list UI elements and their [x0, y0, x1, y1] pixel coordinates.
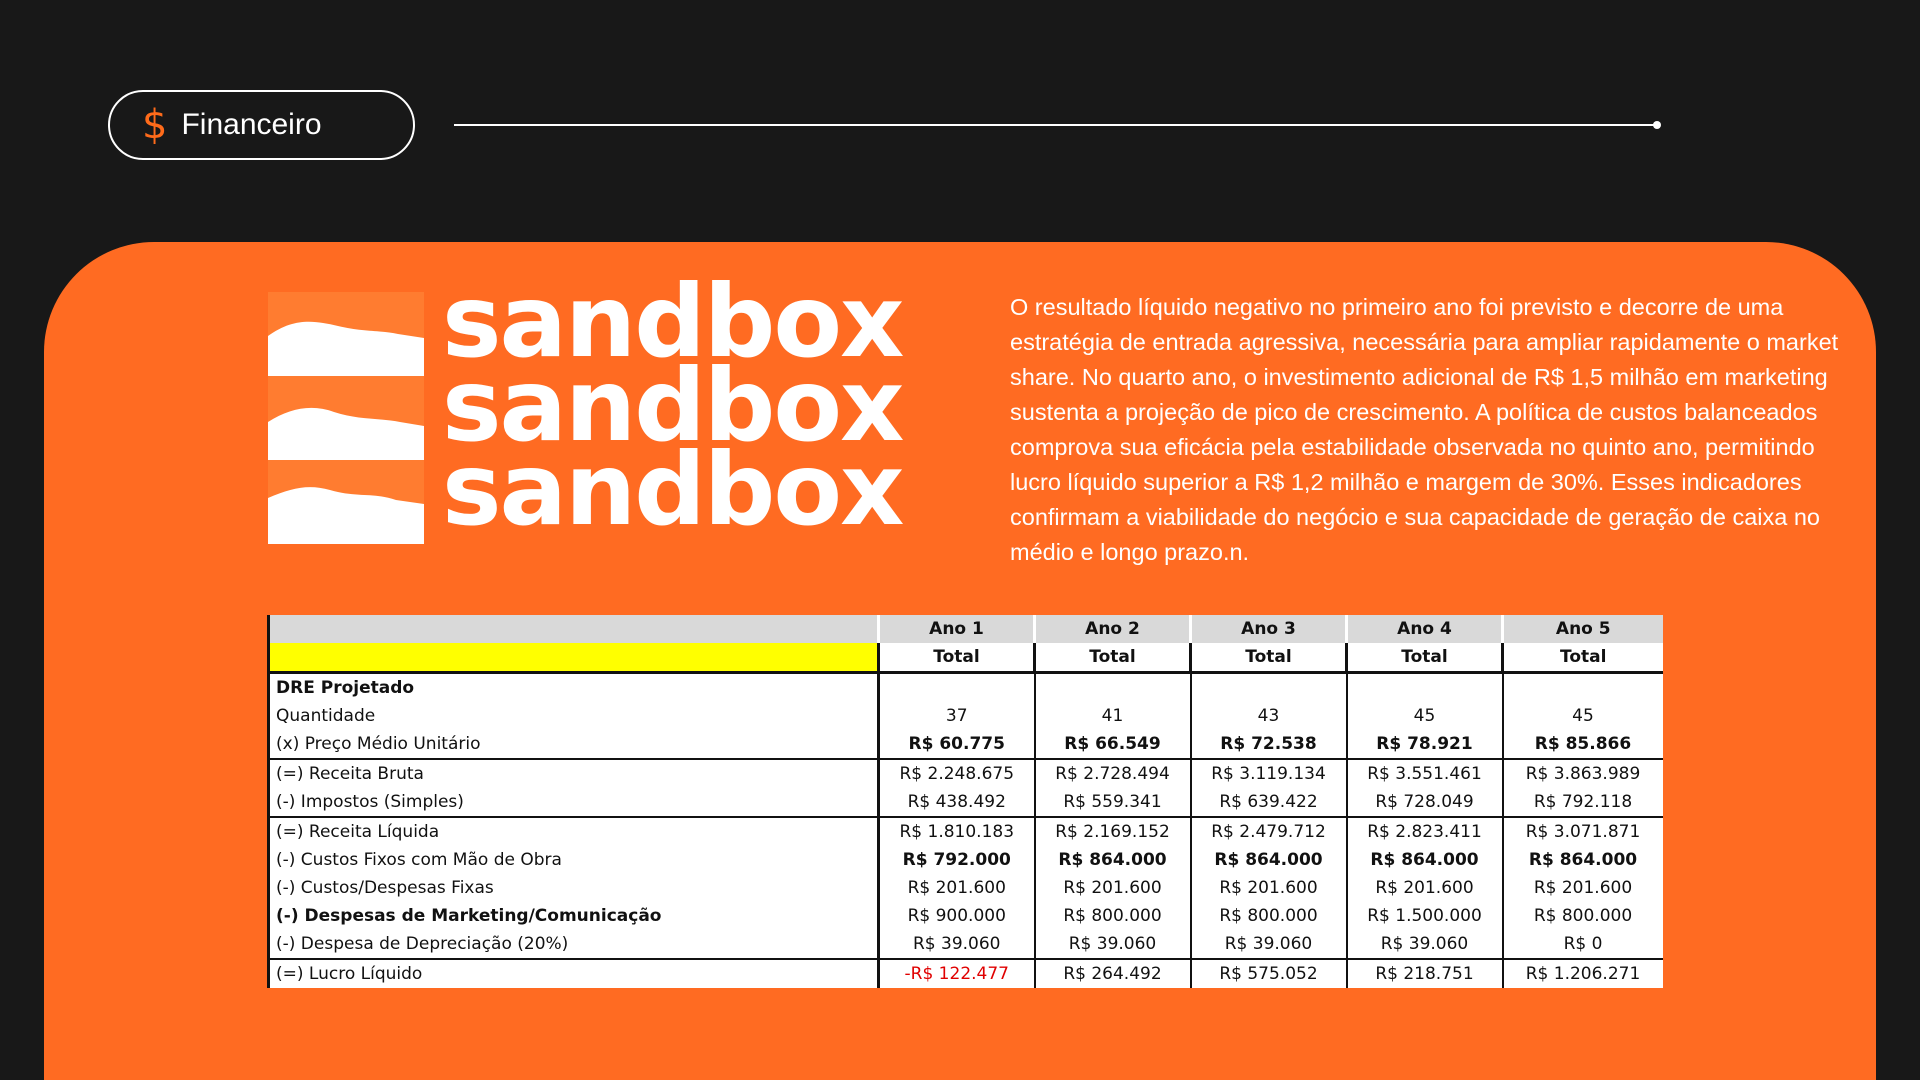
- section-pill: [108, 90, 415, 160]
- total-header: Total: [1035, 643, 1191, 673]
- year-header: Ano 1: [879, 615, 1035, 643]
- table-row: [269, 788, 1663, 817]
- table-row: [269, 759, 1663, 788]
- cell: R$ 438.492: [879, 788, 1035, 817]
- cell: R$ 201.600: [879, 874, 1035, 902]
- year-header: Ano 5: [1503, 615, 1663, 643]
- cell: 41: [1035, 702, 1191, 730]
- cell: R$ 2.479.712: [1191, 817, 1347, 846]
- table-year-header: [269, 615, 1663, 643]
- financial-description: O resultado líquido negativo no primeiro ano foi previsto e decorre de uma estratégia de entrada agressiva, necessária para ampliar rapidamente o market share. No quarto ano, o investimento adicional de R$ 1,5 milhão em marketing sustenta a projeção de pico de crescimento. A política de custos balanceados comprova sua eficácia pela estabilidade observada no quinto ano, permitindo lucro líquido superior a R$ 1,2 milhão e margem de 30%. Esses indicadores confirmam a viabilidade do negócio e sua capacidade de geração de caixa no médio e longo prazo.n.: [1010, 294, 1839, 565]
- total-header: Total: [1191, 643, 1347, 673]
- logo-row-3: [268, 431, 918, 548]
- dune-wave-icon: [268, 460, 424, 544]
- cell: R$ 1.500.000: [1347, 902, 1503, 930]
- table-row: [269, 673, 1663, 703]
- table-row: [269, 874, 1663, 902]
- cell: R$ 559.341: [1035, 788, 1191, 817]
- cell: R$ 201.600: [1347, 874, 1503, 902]
- table-row: [269, 730, 1663, 759]
- table-row: [269, 959, 1663, 988]
- cell: R$ 3.551.461: [1347, 759, 1503, 788]
- section-label: Financeiro: [181, 108, 322, 141]
- cell: R$ 39.060: [1035, 930, 1191, 959]
- cell: R$ 0: [1503, 930, 1663, 959]
- logo-word: sandbox: [442, 431, 903, 548]
- cell: R$ 85.866: [1503, 730, 1663, 759]
- table-row: [269, 930, 1663, 959]
- cell: R$ 218.751: [1347, 959, 1503, 988]
- cell: R$ 864.000: [1191, 846, 1347, 874]
- cell: R$ 728.049: [1347, 788, 1503, 817]
- cell: R$ 2.728.494: [1035, 759, 1191, 788]
- cell: R$ 792.118: [1503, 788, 1663, 817]
- table-row: [269, 702, 1663, 730]
- dre-table: [267, 615, 1663, 988]
- cell: 45: [1347, 702, 1503, 730]
- cell: R$ 864.000: [1503, 846, 1663, 874]
- cell: R$ 3.071.871: [1503, 817, 1663, 846]
- cell: 45: [1503, 702, 1663, 730]
- cell: R$ 864.000: [1035, 846, 1191, 874]
- row-label: (x) Preço Médio Unitário: [269, 730, 879, 759]
- cell: R$ 39.060: [1191, 930, 1347, 959]
- cell: R$ 2.823.411: [1347, 817, 1503, 846]
- cell: R$ 2.248.675: [879, 759, 1035, 788]
- dune-wave-icon: [268, 376, 424, 460]
- dune-wave-icon: [268, 292, 424, 376]
- cell: R$ 800.000: [1503, 902, 1663, 930]
- cell-negative: -R$ 122.477: [879, 959, 1035, 988]
- table-row: [269, 846, 1663, 874]
- row-label: (=) Receita Bruta: [269, 759, 879, 788]
- year-header: Ano 2: [1035, 615, 1191, 643]
- row-label: (-) Custos Fixos com Mão de Obra: [269, 846, 879, 874]
- table-row: [269, 902, 1663, 930]
- year-header: Ano 4: [1347, 615, 1503, 643]
- header-blank: [269, 615, 879, 643]
- cell: R$ 575.052: [1191, 959, 1347, 988]
- row-label: (-) Custos/Despesas Fixas: [269, 874, 879, 902]
- row-label: (=) Lucro Líquido: [269, 959, 879, 988]
- cell: R$ 201.600: [1035, 874, 1191, 902]
- cell: R$ 201.600: [1503, 874, 1663, 902]
- cell: R$ 78.921: [1347, 730, 1503, 759]
- dollar-icon: $: [142, 102, 168, 148]
- cell: R$ 900.000: [879, 902, 1035, 930]
- sandbox-logo: [268, 263, 918, 548]
- logo-word: sandbox: [442, 263, 903, 380]
- total-header: Total: [1347, 643, 1503, 673]
- total-header: Total: [1503, 643, 1663, 673]
- highlight-cell: [269, 643, 879, 673]
- cell: R$ 1.206.271: [1503, 959, 1663, 988]
- row-label: (-) Despesas de Marketing/Comunicação: [269, 902, 879, 930]
- logo-word: sandbox: [442, 347, 903, 464]
- cell: 43: [1191, 702, 1347, 730]
- cell: R$ 60.775: [879, 730, 1035, 759]
- cell: R$ 2.169.152: [1035, 817, 1191, 846]
- cell: R$ 3.119.134: [1191, 759, 1347, 788]
- cell: R$ 66.549: [1035, 730, 1191, 759]
- cell: R$ 1.810.183: [879, 817, 1035, 846]
- cell: R$ 3.863.989: [1503, 759, 1663, 788]
- year-header: Ano 3: [1191, 615, 1347, 643]
- cell: 37: [879, 702, 1035, 730]
- row-label: Quantidade: [269, 702, 879, 730]
- header-divider-dot: [1653, 121, 1661, 129]
- cell: R$ 72.538: [1191, 730, 1347, 759]
- table-row: [269, 817, 1663, 846]
- cell: R$ 39.060: [879, 930, 1035, 959]
- header-divider: [454, 124, 1656, 126]
- cell: R$ 792.000: [879, 846, 1035, 874]
- cell: R$ 264.492: [1035, 959, 1191, 988]
- cell: R$ 864.000: [1347, 846, 1503, 874]
- table-subheader: [269, 643, 1663, 673]
- row-label: (=) Receita Líquida: [269, 817, 879, 846]
- row-label: (-) Impostos (Simples): [269, 788, 879, 817]
- cell: R$ 201.600: [1191, 874, 1347, 902]
- section-title: DRE Projetado: [269, 673, 879, 703]
- cell: R$ 800.000: [1035, 902, 1191, 930]
- row-label: (-) Despesa de Depreciação (20%): [269, 930, 879, 959]
- total-header: Total: [879, 643, 1035, 673]
- cell: R$ 800.000: [1191, 902, 1347, 930]
- cell: R$ 39.060: [1347, 930, 1503, 959]
- cell: R$ 639.422: [1191, 788, 1347, 817]
